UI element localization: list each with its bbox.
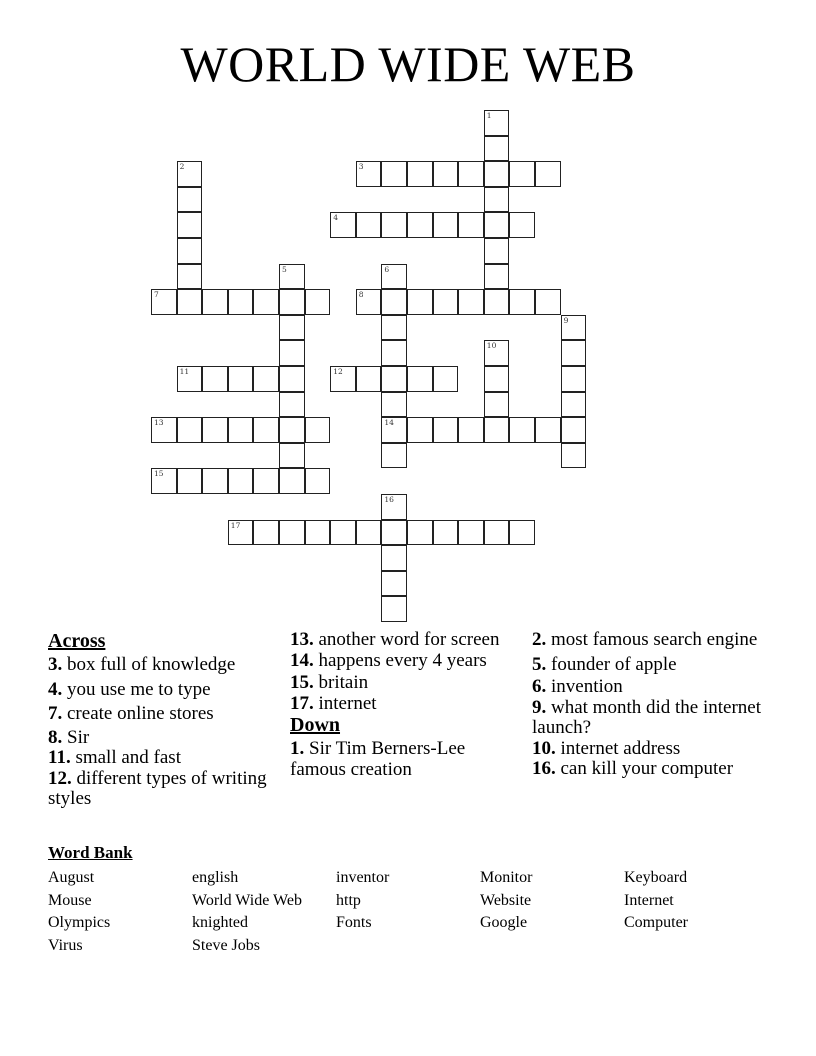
grid-cell[interactable] [484,238,510,264]
grid-cell[interactable] [177,238,203,264]
word-bank-item: english [192,869,239,886]
across-clue: 4. you use me to type [48,678,211,700]
grid-cell[interactable] [202,366,228,392]
grid-cell[interactable] [433,212,459,238]
clue-column-1 [48,630,278,814]
across-clue: 13. another word for screen [290,629,500,650]
grid-cell[interactable] [433,520,459,546]
word-bank-item: August [48,869,95,886]
grid-cell[interactable] [381,315,407,341]
grid-cell[interactable] [228,520,254,546]
grid-cell[interactable] [458,289,484,315]
down-clue: 2. most famous search engine [532,629,758,650]
grid-cell[interactable] [484,392,510,418]
word-bank-item: Internet [624,891,674,909]
clue-number: 15 [154,469,164,479]
grid-cell[interactable] [433,417,459,443]
grid-cell[interactable] [177,264,203,290]
grid-cell[interactable] [484,289,510,315]
grid-cell[interactable] [484,417,510,443]
clue-number: 5 [282,264,287,274]
grid-cell[interactable] [305,520,331,546]
grid-cell[interactable] [458,417,484,443]
grid-cell[interactable] [509,161,535,187]
grid-cell[interactable] [484,161,510,187]
grid-cell[interactable] [305,417,331,443]
grid-cell[interactable] [279,289,305,315]
across-clue: 3. box full of knowledge [48,654,236,675]
grid-cell[interactable] [484,187,510,213]
grid-cell[interactable] [407,520,433,546]
grid-cell[interactable] [484,520,510,546]
grid-cell[interactable] [381,417,407,443]
grid-cell[interactable] [151,417,177,443]
grid-cell[interactable] [458,212,484,238]
word-bank-heading: Word Bank [48,843,133,862]
word-bank-item: Mouse [48,891,92,909]
grid-cell[interactable] [484,212,510,238]
grid-cell[interactable] [202,417,228,443]
grid-cell[interactable] [279,315,305,341]
word-bank-item: Monitor [480,869,533,886]
grid-cell[interactable] [561,340,587,366]
grid-cell[interactable] [535,289,561,315]
clue-number: 17 [230,520,241,530]
grid-cell[interactable] [151,468,177,494]
grid-cell[interactable] [279,468,305,494]
grid-cell[interactable] [253,520,279,546]
clue-number: 2 [179,162,185,172]
grid-cell[interactable] [433,161,459,187]
grid-cell[interactable] [381,571,407,597]
grid-cell[interactable] [561,392,587,418]
down-clue: 10. internet address [532,737,681,759]
grid-cell[interactable] [356,520,382,546]
grid-cell[interactable] [330,366,356,392]
clue-number: 16 [384,495,394,504]
grid-cell[interactable] [381,366,407,392]
grid-cell[interactable] [458,520,484,546]
down-clue: 5. founder of apple [532,653,677,675]
grid-cell[interactable] [381,264,407,290]
grid-cell[interactable] [407,417,433,443]
grid-cell[interactable] [177,161,203,187]
word-bank-item: Olympics [48,914,111,932]
grid-cell[interactable] [509,520,535,546]
grid-cell[interactable] [381,520,407,546]
word-bank-item: Website [480,891,532,909]
grid-cell[interactable] [381,289,407,315]
grid-cell[interactable] [253,417,279,443]
down-clue: 6. invention [532,676,623,697]
clue-number: 9 [563,315,569,325]
grid-cell[interactable] [535,161,561,187]
across-clue: 12. different types of writing styles [48,767,267,809]
clue-number: 10 [486,341,497,351]
grid-cell[interactable] [279,443,305,469]
grid-cell[interactable] [407,212,433,238]
word-bank-item: Keyboard [624,869,688,886]
page-title: WORLD WIDE WEB [180,36,636,92]
grid-cell[interactable] [177,417,203,443]
grid-cell[interactable] [509,417,535,443]
grid-cell[interactable] [484,340,510,366]
clue-number: 12 [333,367,343,376]
grid-cell[interactable] [253,468,279,494]
grid-cell[interactable] [279,417,305,443]
grid-cell[interactable] [381,340,407,366]
down-clue: 16. can kill your computer [532,758,734,779]
grid-cell[interactable] [561,443,587,469]
grid-cell[interactable] [433,366,459,392]
grid-cell[interactable] [381,212,407,238]
grid-cell[interactable] [561,366,587,392]
across-clue: 15. britain [290,672,369,693]
word-bank-item: Fonts [336,914,372,932]
grid-cell[interactable] [484,264,510,290]
clue-column-3 [532,630,762,784]
grid-cell[interactable] [381,545,407,571]
grid-cell[interactable] [509,289,535,315]
clue-number: 6 [384,264,390,274]
grid-cell[interactable] [279,340,305,366]
grid-cell[interactable] [202,468,228,494]
down-clue: 1. Sir Tim Berners-Lee famous creation [290,738,466,780]
grid-cell[interactable] [535,417,561,443]
grid-cell[interactable] [407,366,433,392]
grid-cell[interactable] [356,366,382,392]
down-heading: Down [290,714,341,736]
across-clue: 17. internet [290,692,377,714]
word-bank-item: Virus [48,936,83,954]
word-bank [48,867,768,957]
grid-cell[interactable] [253,289,279,315]
grid-cell[interactable] [484,366,510,392]
grid-cell[interactable] [228,289,254,315]
clue-number: 13 [154,418,164,428]
grid-cell[interactable] [407,161,433,187]
grid-cell[interactable] [228,468,254,494]
grid-cell[interactable] [356,212,382,238]
grid-cell[interactable] [279,520,305,546]
grid-cell[interactable] [330,520,356,546]
grid-cell[interactable] [177,187,203,213]
grid-cell[interactable] [177,468,203,494]
grid-cell[interactable] [509,212,535,238]
grid-cell[interactable] [253,366,279,392]
grid-cell[interactable] [484,110,510,136]
grid-cell[interactable] [407,289,433,315]
grid-cell[interactable] [381,494,407,520]
word-bank-item: Steve Jobs [192,936,260,954]
grid-cell[interactable] [381,443,407,469]
clue-number: 8 [358,290,364,300]
grid-cell[interactable] [458,161,484,187]
grid-cell[interactable] [151,289,177,315]
word-bank-item: Google [480,914,528,932]
grid-cell[interactable] [433,289,459,315]
grid-cell[interactable] [228,417,254,443]
grid-cell[interactable] [381,392,407,418]
word-bank-item: http [336,891,361,909]
grid-cell[interactable] [177,366,203,392]
clue-number: 3 [358,162,364,172]
word-bank-item: knighted [192,914,248,932]
across-clue: 11. small and fast [48,747,181,768]
grid-cell[interactable] [177,212,203,238]
across-heading: Across [48,630,106,652]
clue-number: 14 [384,418,394,428]
grid-cell[interactable] [330,212,356,238]
grid-cell[interactable] [356,289,382,315]
grid-cell[interactable] [381,596,407,622]
word-bank-item: Computer [624,914,688,932]
grid-cell[interactable] [484,136,510,162]
grid-cell[interactable] [305,468,331,494]
down-clue: 9. what month did the internet launch? [532,696,762,738]
grid-cell[interactable] [561,417,587,443]
across-clue: 14. happens every 4 years [290,649,487,671]
clue-column-2 [290,630,520,784]
grid-cell[interactable] [279,264,305,290]
grid-cell[interactable] [177,289,203,315]
word-bank-item: inventor [336,869,390,886]
grid-cell[interactable] [356,161,382,187]
clue-number: 1 [486,111,492,120]
across-clue: 8. Sir [48,726,90,748]
grid-cell[interactable] [305,289,331,315]
grid-cell[interactable] [279,366,305,392]
grid-cell[interactable] [279,392,305,418]
grid-cell[interactable] [561,315,587,341]
grid-cell[interactable] [381,161,407,187]
clue-number: 4 [333,213,338,223]
clue-number: 11 [179,367,190,376]
grid-cell[interactable] [202,289,228,315]
word-bank-item: World Wide Web [192,891,302,909]
clue-number: 7 [154,290,159,300]
across-clue: 7. create online stores [48,703,214,724]
grid-cell[interactable] [228,366,254,392]
